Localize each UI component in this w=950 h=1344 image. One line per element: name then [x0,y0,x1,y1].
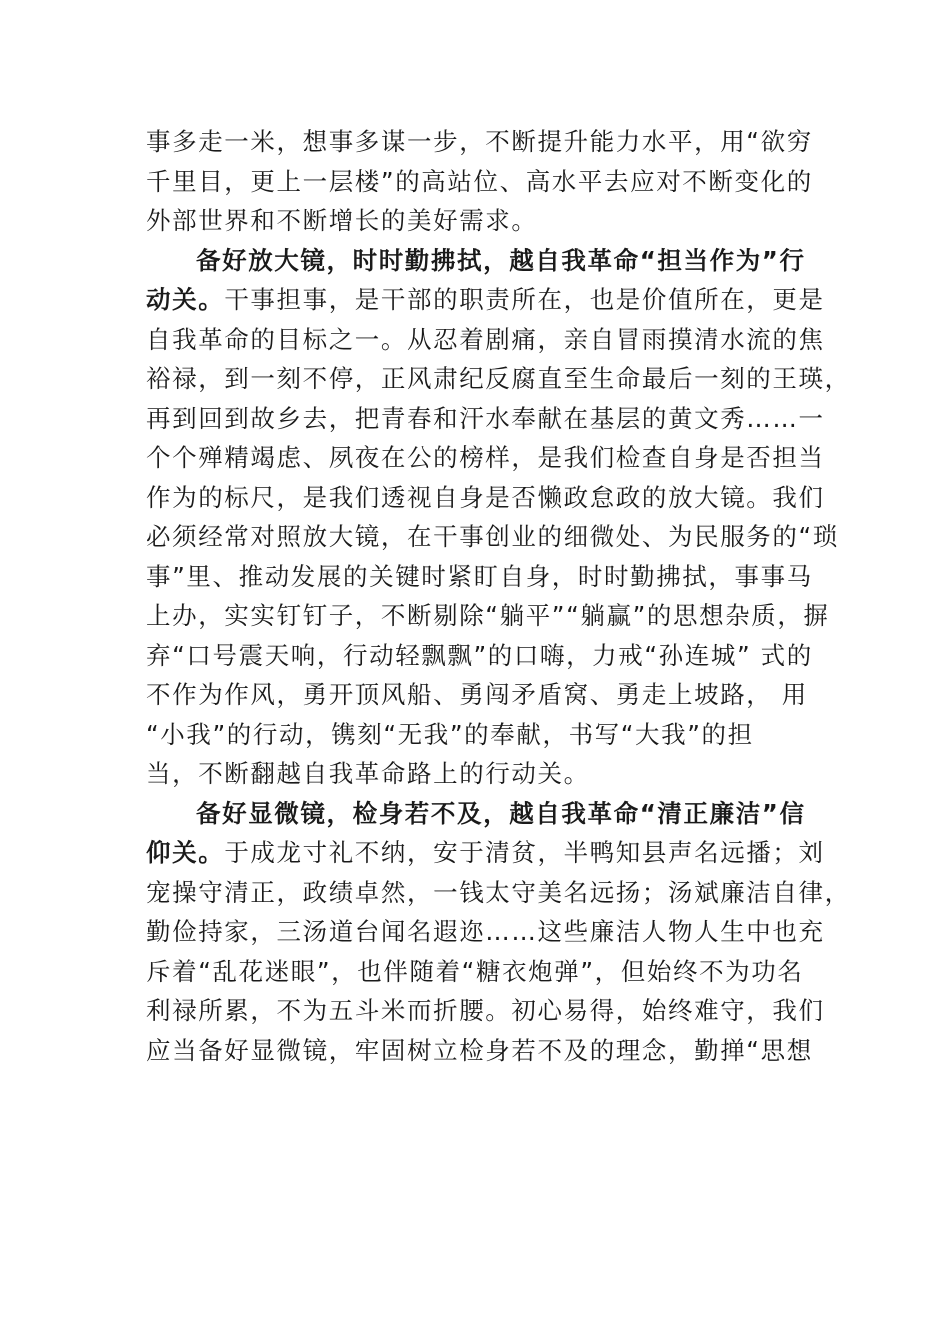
section-heading-tail: 仰关。 [146,838,225,867]
text-line: 事多走一米，想事多谋一步，不断提升能力水平，用“欲穷 [146,127,813,156]
text-line: 再到回到故乡去，把青春和汗水奉献在基层的黄文秀……一 [146,403,825,433]
text-line: 自我革命的目标之一。从忍着剧痛，亲自冒雨摸清水流的焦 [146,324,825,354]
document-body [146,122,851,1070]
paragraph-text: 于成龙寸礼不纳，安于清贫，半鸭知县声名远播；刘 [224,838,825,867]
text-line: 应当备好显微镜，牢固树立检身若不及的理念，勤掸“思想 [146,1035,813,1065]
text-line: 千里目，更上一层楼”的高站位、高水平去应对不断变化的 [146,166,813,196]
text-line [146,280,825,320]
text-line: 当，不断翻越自我革命路上的行动关。 [146,759,590,788]
text-line: 勤俭持家，三汤道台闻名遐迩……这些廉洁人物人生中也充 [146,917,825,946]
section-heading-line: 备好放大镜，时时勤拂拭，越自我革命“担当作为”行 [196,245,806,275]
text-line: 裕禄，到一刻不停，正风肃纪反腐直至生命最后一刻的王瑛， [146,364,851,393]
text-line [146,833,825,873]
text-line: 必须经常对照放大镜，在干事创业的细微处、为民服务的“琐 [146,522,839,551]
text-line: 宠操守清正，政绩卓然，一钱太守美名远扬；汤斌廉洁自律， [146,877,851,907]
section-heading-tail: 动关。 [146,285,225,314]
text-line: 上办，实实钉钉子，不断剔除“躺平”“躺赢”的思想杂质，摒 [146,601,830,630]
text-line: 个个殚精竭虑、夙夜在公的榜样，是我们检查自身是否担当 [146,443,825,472]
text-line: 外部世界和不断增长的美好需求。 [146,206,538,235]
text-line: 利禄所累，不为五斗米而折腰。初心易得，始终难守，我们 [146,996,825,1025]
text-line: 作为的标尺，是我们透视自身是否懒政怠政的放大镜。我们 [146,482,825,512]
text-line: 弃“口号震天响，行动轻飘飘”的口嗨，力戒“孙连城” 式的 [146,640,813,670]
text-line: 斥着“乱花迷眼”，也伴随着“糖衣炮弹”，但始终不为功名 [146,956,804,986]
text-line: “小我”的行动，镌刻“无我”的奉献，书写“大我”的担 [146,719,754,749]
paragraph-text: 干事担事，是干部的职责所在，也是价值所在，更是 [224,285,825,314]
text-line: 不作为作风，勇开顶风船、勇闯矛盾窝、勇走上坡路， 用 [146,680,808,709]
section-heading-line: 备好显微镜，检身若不及，越自我革命“清正廉洁”信 [196,798,806,828]
text-line: 事”里、推动发展的关键时紧盯自身，时时勤拂拭，事事马 [146,561,813,591]
